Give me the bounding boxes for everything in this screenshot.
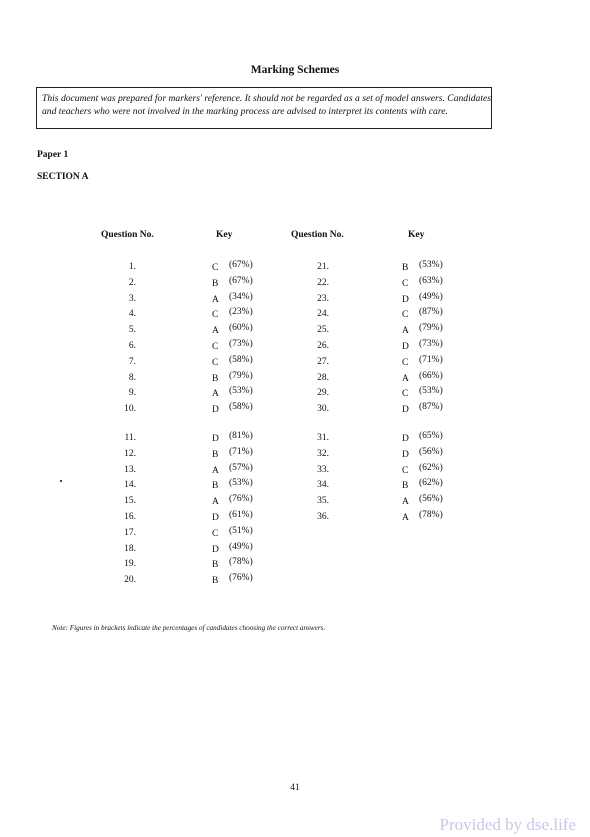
answer-key: B xyxy=(212,278,219,289)
answer-key: C xyxy=(212,528,219,539)
answer-key: A xyxy=(402,373,409,384)
question-number: 32. xyxy=(317,448,329,459)
page-title: Marking Schemes xyxy=(250,64,340,76)
correct-percentage: (78%) xyxy=(229,557,253,568)
question-number: 19. xyxy=(124,559,136,570)
question-number: 36. xyxy=(317,512,329,522)
answer-key: D xyxy=(402,294,409,305)
stray-mark xyxy=(60,480,62,482)
correct-percentage: (67%) xyxy=(229,260,253,270)
correct-percentage: (34%) xyxy=(229,291,253,302)
header-key-right: Key xyxy=(408,230,425,240)
answer-key: C xyxy=(402,389,409,400)
question-number: 30. xyxy=(317,404,329,415)
correct-percentage: (73%) xyxy=(229,339,253,349)
correct-percentage: (61%) xyxy=(229,510,253,520)
answer-key: C xyxy=(212,310,219,321)
question-number: 29. xyxy=(317,388,329,399)
answer-key: C xyxy=(212,263,219,273)
question-number: 12. xyxy=(124,448,136,459)
correct-percentage: (56%) xyxy=(419,446,443,457)
correct-percentage: (62%) xyxy=(419,462,443,473)
correct-percentage: (76%) xyxy=(229,494,253,505)
correct-percentage: (63%) xyxy=(419,275,443,286)
answer-key: B xyxy=(212,449,219,460)
answer-key: D xyxy=(212,405,219,416)
question-number: 34. xyxy=(317,480,329,491)
answer-key: D xyxy=(402,434,409,444)
answer-key: A xyxy=(212,465,219,476)
answer-key: C xyxy=(402,357,409,368)
question-number: 22. xyxy=(317,277,329,288)
correct-percentage: (71%) xyxy=(419,354,443,365)
header-question-no-right: Question No. xyxy=(291,230,344,240)
answer-key: A xyxy=(212,294,219,305)
answer-key: A xyxy=(402,326,409,337)
answer-key: D xyxy=(402,449,409,460)
answer-key: A xyxy=(212,326,219,337)
question-number: 21. xyxy=(317,262,329,272)
header-question-no-left: Question No. xyxy=(101,230,154,240)
answer-key: C xyxy=(402,310,409,321)
question-number: 25. xyxy=(317,325,329,336)
answer-key: D xyxy=(212,434,219,444)
footnote: Note: Figures in brackets indicate the percentages of candidates choosing the correct answers. xyxy=(52,624,326,632)
correct-percentage: (49%) xyxy=(419,291,443,302)
correct-percentage: (67%) xyxy=(229,275,253,286)
correct-percentage: (79%) xyxy=(229,370,253,381)
answer-key: D xyxy=(212,513,219,523)
correct-percentage: (53%) xyxy=(229,478,253,489)
answer-key: D xyxy=(212,544,219,555)
paper-label: Paper 1 xyxy=(37,150,69,160)
answer-key: A xyxy=(212,389,219,400)
answer-key: C xyxy=(402,278,409,289)
correct-percentage: (87%) xyxy=(419,402,443,413)
correct-percentage: (66%) xyxy=(419,370,443,381)
answer-key: A xyxy=(212,497,219,508)
question-number: 26. xyxy=(317,341,329,351)
correct-percentage: (53%) xyxy=(419,260,443,270)
question-number: 31. xyxy=(317,433,329,443)
answer-key: B xyxy=(212,481,219,492)
question-number: 20. xyxy=(124,575,136,586)
answer-key: C xyxy=(212,357,219,368)
correct-percentage: (57%) xyxy=(229,462,253,473)
question-number: 14. xyxy=(124,480,136,491)
correct-percentage: (76%) xyxy=(229,573,253,584)
question-number: 18. xyxy=(124,543,136,554)
question-number: 6. xyxy=(128,341,136,351)
answer-key: C xyxy=(212,342,219,352)
answer-key: C xyxy=(402,465,409,476)
watermark: Provided by dse.life xyxy=(439,815,576,834)
question-number: 9. xyxy=(128,388,136,399)
answer-key: B xyxy=(402,481,409,492)
question-number: 4. xyxy=(128,309,136,320)
question-number: 33. xyxy=(317,464,329,475)
correct-percentage: (49%) xyxy=(229,541,253,552)
answer-key: D xyxy=(402,405,409,416)
correct-percentage: (53%) xyxy=(419,386,443,397)
correct-percentage: (23%) xyxy=(229,307,253,318)
page-number: 41 xyxy=(290,783,300,793)
section-label: SECTION A xyxy=(37,172,89,182)
question-number: 16. xyxy=(124,512,136,522)
question-number: 10. xyxy=(124,404,136,415)
answer-key: B xyxy=(402,263,409,273)
answer-key: A xyxy=(402,513,409,523)
correct-percentage: (60%) xyxy=(229,323,253,334)
answer-key: A xyxy=(402,497,409,508)
correct-percentage: (56%) xyxy=(419,494,443,505)
answer-key: D xyxy=(402,342,409,352)
correct-percentage: (73%) xyxy=(419,339,443,349)
question-number: 27. xyxy=(317,356,329,367)
correct-percentage: (87%) xyxy=(419,307,443,318)
question-number: 8. xyxy=(128,372,136,383)
question-number: 7. xyxy=(128,356,136,367)
header-key-left: Key xyxy=(216,230,233,240)
question-number: 17. xyxy=(124,527,136,538)
correct-percentage: (71%) xyxy=(229,446,253,457)
question-number: 5. xyxy=(128,325,136,336)
correct-percentage: (58%) xyxy=(229,354,253,365)
correct-percentage: (79%) xyxy=(419,323,443,334)
disclaimer-box: This document was prepared for markers' reference. It should not be regarded as a set of model answers. Candidates and teachers who were not involved in the marking process are advised to interpret its contents with care. xyxy=(36,87,492,129)
correct-percentage: (51%) xyxy=(229,525,253,536)
answer-key: B xyxy=(212,373,219,384)
answer-key: B xyxy=(212,576,219,587)
question-number: 35. xyxy=(317,496,329,507)
question-number: 28. xyxy=(317,372,329,383)
question-number: 13. xyxy=(124,464,136,475)
correct-percentage: (62%) xyxy=(419,478,443,489)
correct-percentage: (58%) xyxy=(229,402,253,413)
correct-percentage: (78%) xyxy=(419,510,443,520)
correct-percentage: (53%) xyxy=(229,386,253,397)
question-number: 2. xyxy=(128,277,136,288)
question-number: 11. xyxy=(124,433,136,443)
answer-key: B xyxy=(212,560,219,571)
question-number: 3. xyxy=(128,293,136,304)
question-number: 1. xyxy=(128,262,136,272)
question-number: 24. xyxy=(317,309,329,320)
question-number: 23. xyxy=(317,293,329,304)
correct-percentage: (81%) xyxy=(229,431,253,441)
question-number: 15. xyxy=(124,496,136,507)
correct-percentage: (65%) xyxy=(419,431,443,441)
